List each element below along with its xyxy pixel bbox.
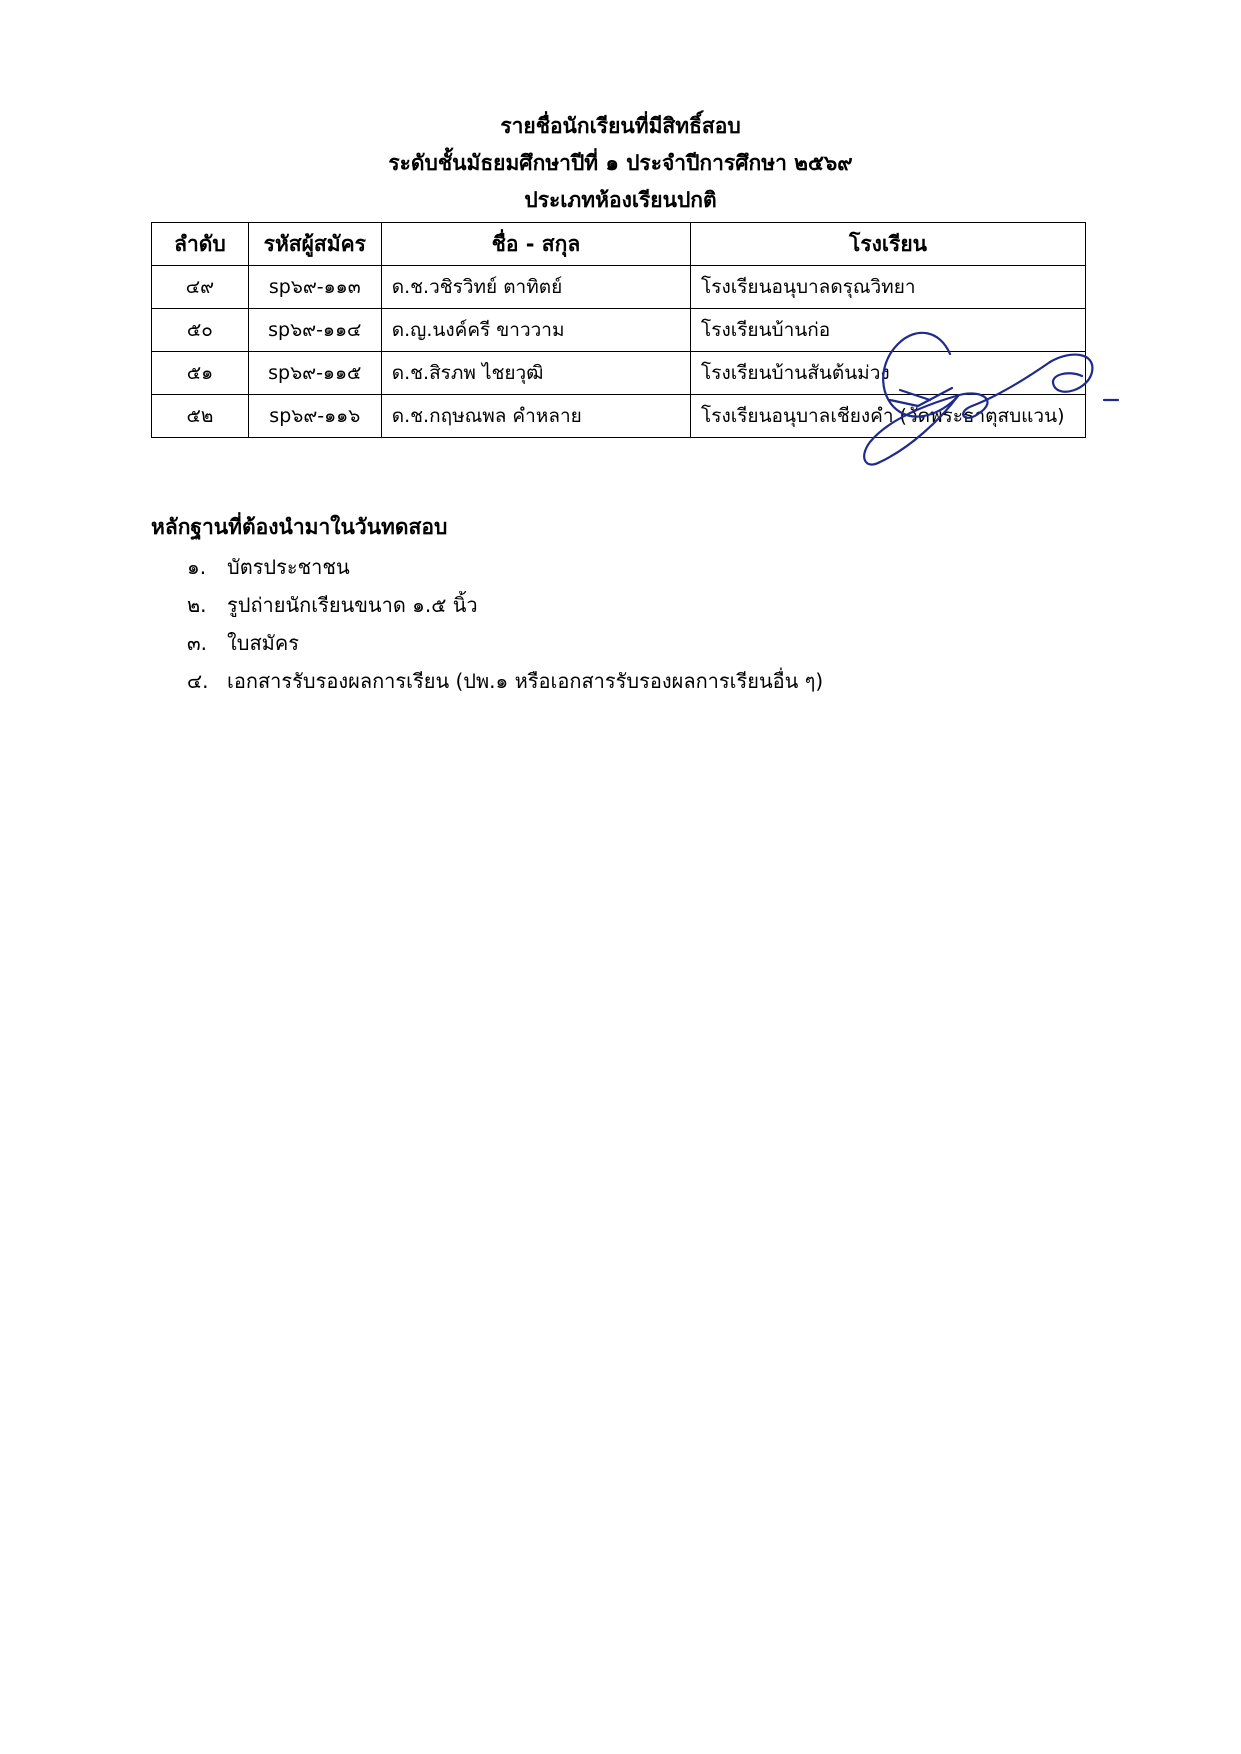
header-code: รหัสผู้สมัคร	[248, 223, 381, 266]
table-header-row	[152, 223, 1086, 266]
list-item-number: ๑.	[187, 555, 207, 579]
list-item-text: บัตรประชาชน	[227, 555, 350, 579]
list-item-text: ใบสมัคร	[227, 631, 299, 655]
list-item-text: รูปถ่ายนักเรียนขนาด ๑.๕ นิ้ว	[227, 593, 478, 617]
list-item-number: ๓.	[187, 631, 208, 655]
required-documents-title: หลักฐานที่ต้องนำมาในวันทดสอบ	[151, 515, 448, 539]
table-row	[152, 309, 1086, 352]
list-item	[187, 586, 1051, 624]
required-documents-section	[151, 510, 1051, 700]
document-title: รายชื่อนักเรียนที่มีสิทธิ์สอบ	[500, 114, 741, 138]
header-name: ชื่อ - สกุล	[381, 223, 690, 266]
list-item-text: เอกสารรับรองผลการเรียน (ปพ.๑ หรือเอกสารรับรองผลการเรียนอื่น ๆ)	[227, 669, 824, 693]
cell-code: sp๖๙-๑๑๔	[248, 309, 381, 352]
cell-name: ด.ช.กฤษณพล คำหลาย	[381, 395, 690, 438]
cell-name: ด.ช.สิรภพ ไชยวุฒิ	[381, 352, 690, 395]
cell-school: โรงเรียนบ้านก่อ	[691, 309, 1086, 352]
cell-school: โรงเรียนอนุบาลเชียงคำ (วัดพระธาตุสบแวน)	[691, 395, 1086, 438]
document-subtitle: ระดับชั้นมัธยมศึกษาปีที่ ๑ ประจำปีการศึกษา ๒๕๖๙	[388, 151, 853, 175]
student-roster-table	[151, 222, 1086, 438]
list-item	[187, 624, 1051, 662]
header-seq: ลำดับ	[152, 223, 249, 266]
table-row	[152, 266, 1086, 309]
cell-code: sp๖๙-๑๑๕	[248, 352, 381, 395]
required-documents-list	[151, 548, 1051, 700]
document-header	[0, 108, 1241, 219]
cell-name: ด.ช.วชิรวิทย์ ตาทิตย์	[381, 266, 690, 309]
cell-school: โรงเรียนบ้านสันต้นม่วง	[691, 352, 1086, 395]
list-item	[187, 548, 1051, 586]
list-item-number: ๔.	[187, 669, 209, 693]
table-row	[152, 395, 1086, 438]
cell-code: sp๖๙-๑๑๖	[248, 395, 381, 438]
list-item	[187, 662, 1051, 700]
cell-seq: ๕๒	[152, 395, 249, 438]
cell-seq: ๕๑	[152, 352, 249, 395]
cell-name: ด.ญ.นงค์ครี ขาววาม	[381, 309, 690, 352]
cell-seq: ๕๐	[152, 309, 249, 352]
table-row	[152, 352, 1086, 395]
cell-seq: ๔๙	[152, 266, 249, 309]
cell-school: โรงเรียนอนุบาลดรุณวิทยา	[691, 266, 1086, 309]
list-item-number: ๒.	[187, 593, 207, 617]
header-school: โรงเรียน	[691, 223, 1086, 266]
cell-code: sp๖๙-๑๑๓	[248, 266, 381, 309]
classroom-type: ประเภทห้องเรียนปกติ	[524, 188, 717, 212]
